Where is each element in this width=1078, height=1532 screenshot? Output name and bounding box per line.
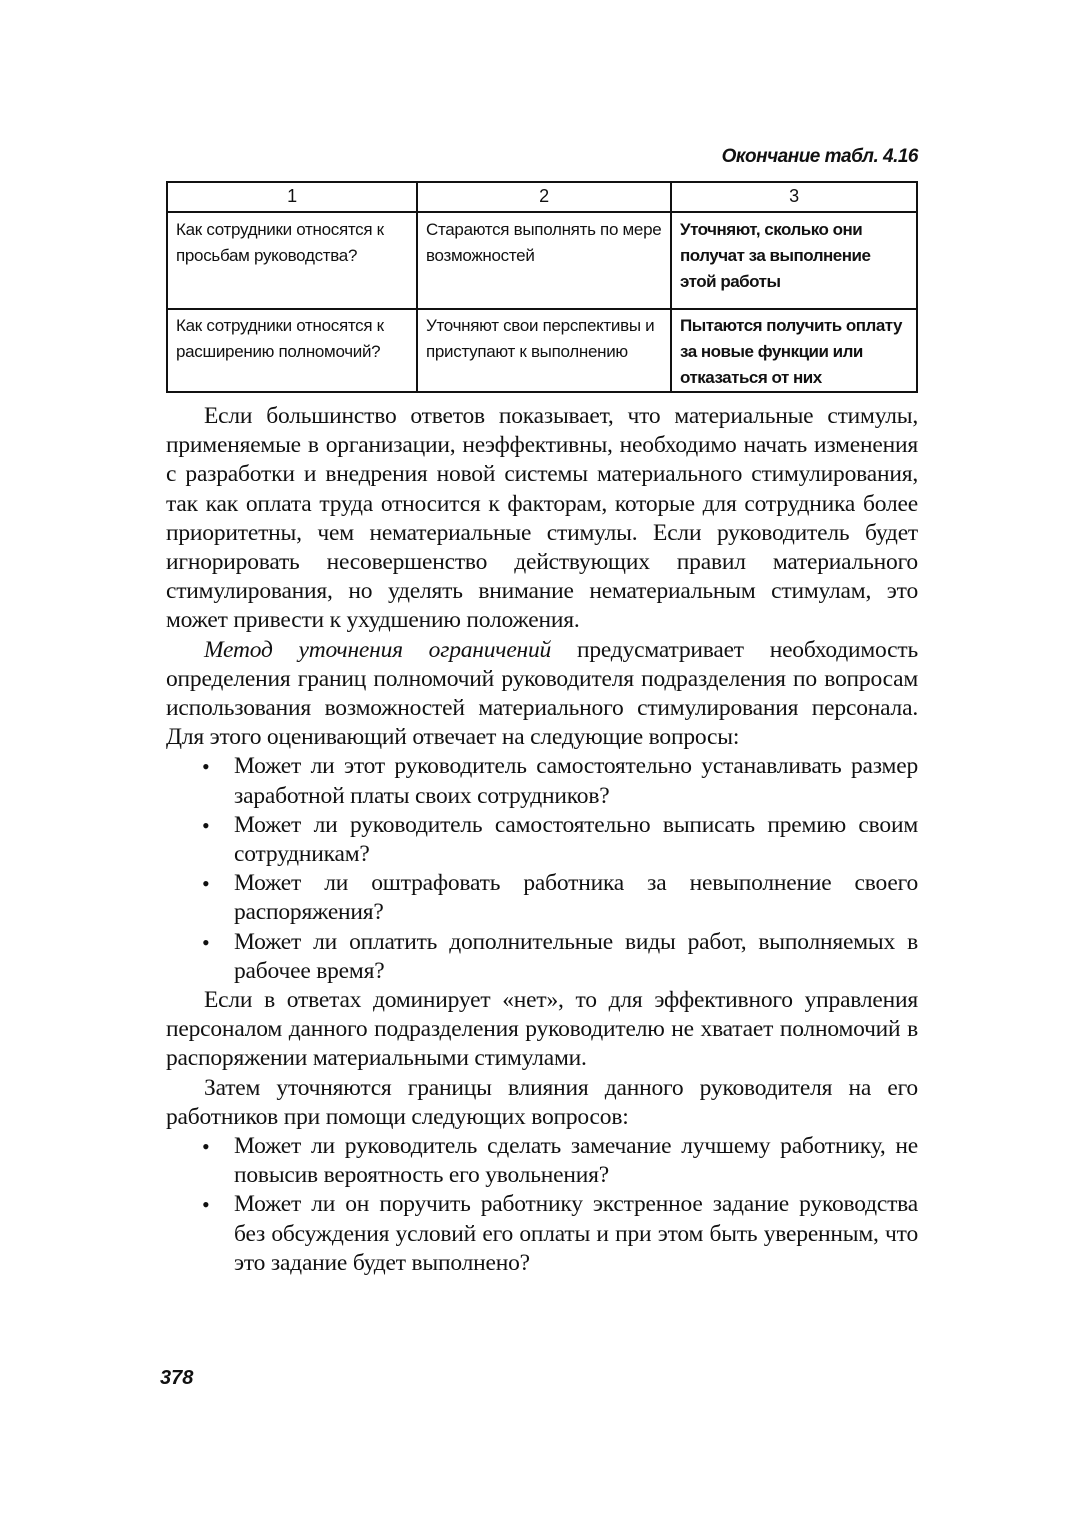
paragraph-method	[166, 636, 918, 753]
column-header-3: 3	[671, 182, 917, 212]
table-cell: Как сотрудники относятся к расширению полномочий?	[167, 309, 417, 392]
data-table	[166, 181, 918, 393]
table-caption: Окончание табл. 4.16	[721, 146, 918, 167]
bullet-icon: •	[202, 1192, 210, 1218]
list-item	[166, 752, 918, 810]
list-item	[166, 1190, 918, 1278]
column-header-2: 2	[417, 182, 671, 212]
list-item	[166, 1132, 918, 1190]
list-item	[166, 811, 918, 869]
paragraph-material-stimuli: Если большинство ответов показывает, что материальные стимулы, применяемые в организации, неэффективны, необходимо начать изменения с разработки и внедрения новой системы материального стимулирования, так как оплата труда относится к факторам, которые для сотрудника более приоритетны, чем нематериальные стимулы. Если руководитель будет игнорировать несовершенство действующих правил материального стимулирования, но уделять внимание нематериальным стимулам, это может привести к ухудшению положения.	[166, 403, 918, 634]
table-header-row	[167, 182, 917, 212]
list-item-text: Может ли руководитель самостоятельно выписать премию своим сотрудникам?	[234, 811, 918, 868]
question-list-authority	[166, 752, 918, 986]
table-cell: Уточняют свои перспективы и приступают к выполнению	[417, 309, 671, 392]
page-number: 378	[160, 1367, 194, 1389]
list-item-text: Может ли этот руководитель самостоятельно устанавливать размер заработной платы своих сотрудников?	[234, 753, 918, 809]
paragraph-dominates-no: Если в ответах доминирует «нет», то для эффективного управления персоналом данного подразделения руководителю не хватает полномочий в распоряжении материальными стимулами.	[166, 987, 918, 1072]
list-item-text: Может ли он поручить работнику экстренное задание руководства без обсуждения условий его оплаты и при этом быть уверенным, что это задание будет выполнено?	[234, 1191, 918, 1276]
list-item-text: Может ли руководитель сделать замечание лучшему работнику, не повысив вероятность его увольнения?	[234, 1133, 918, 1189]
bullet-icon: •	[202, 871, 210, 897]
list-item-text: Может ли оплатить дополнительные виды работ, выполняемых в рабочее время?	[234, 928, 918, 984]
table-cell: Как сотрудники относятся к просьбам руководства?	[167, 212, 417, 309]
column-header-1: 1	[167, 182, 417, 212]
bullet-icon: •	[202, 1134, 210, 1160]
table-row	[167, 212, 917, 309]
bullet-icon: •	[202, 812, 210, 838]
table-cell: Пытаются получить оплату за новые функции или отказаться от них	[671, 309, 917, 392]
question-list-influence	[166, 1132, 918, 1278]
bullet-icon: •	[202, 754, 210, 780]
method-description: предусматривает необходимость определения границ полномочий руководителя подразделения по вопросам использования возможностей материального стимулирования персонала. Для этого оценивающий отвечает на следующие вопросы:	[166, 636, 918, 751]
body-text	[166, 402, 918, 1278]
list-item-text: Может ли оштрафовать работника за невыполнение своего распоряжения?	[234, 870, 918, 926]
bullet-icon: •	[202, 929, 210, 955]
paragraph-influence: Затем уточняются границы влияния данного руководителя на его работников при помощи следующих вопросов:	[166, 1074, 918, 1130]
method-term: Метод уточнения ограничений	[204, 636, 552, 663]
table-cell: Стараются выполнять по мере возможностей	[417, 212, 671, 309]
list-item	[166, 928, 918, 986]
table-cell: Уточняют, сколько они получат за выполнение этой работы	[671, 212, 917, 309]
table-row	[167, 309, 917, 392]
list-item	[166, 869, 918, 927]
